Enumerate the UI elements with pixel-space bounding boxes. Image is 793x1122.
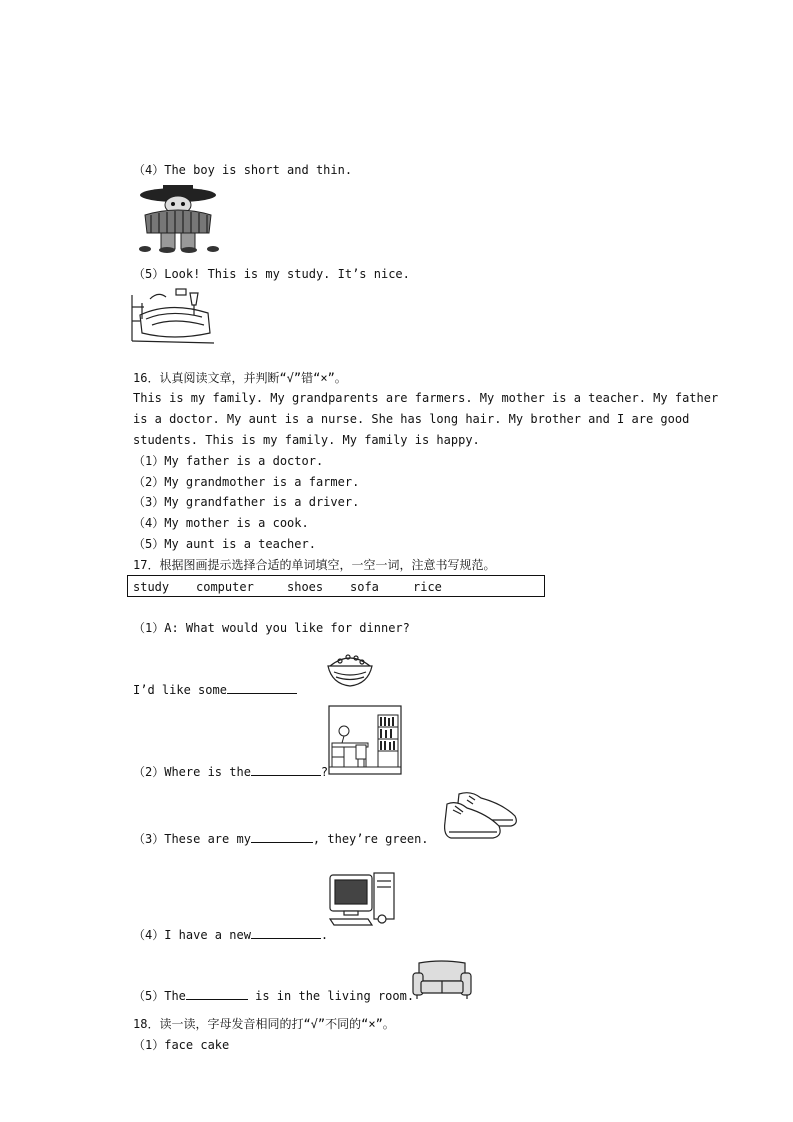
word-bank-word: sofa: [350, 580, 379, 594]
computer-icon: [328, 871, 396, 927]
q17-item-2-text: （2）Where is the: [133, 765, 251, 779]
q17-item-5-end: is in the living room.: [247, 989, 415, 1003]
study-room-icon: [328, 705, 402, 775]
word-bank-word: computer: [196, 580, 254, 594]
q16-item-2: （2）My grandmother is a farmer.: [133, 475, 360, 489]
q17-item-5: [133, 987, 414, 1004]
q17-item-1-question: （1）A: What would you like for dinner?: [133, 621, 410, 635]
q16-passage-line-1: This is my family. My grandparents are farmers. My mother is a teacher. My father: [133, 391, 719, 405]
q17-item-4: [133, 926, 328, 943]
q16-item-4: （4）My mother is a cook.: [133, 516, 309, 530]
word-bank-word: rice: [413, 580, 442, 594]
q18-item-1: （1）face cake: [133, 1038, 230, 1052]
q16-item-5: （5）My aunt is a teacher.: [133, 537, 316, 551]
q16-item-3: （3）My grandfather is a driver.: [133, 495, 360, 509]
shoes-icon: [441, 790, 521, 840]
boy-icon: [137, 183, 219, 253]
rice-bowl-icon: [326, 648, 374, 688]
answer-blank-5[interactable]: [186, 987, 248, 1000]
q17-item-1-answer-text: I’d like some: [133, 683, 227, 697]
q16-title: 16．认真阅读文章，并判断“√”错“×”。: [133, 371, 347, 385]
answer-blank-2[interactable]: [251, 763, 321, 776]
sofa-icon: [411, 959, 473, 1001]
q17-item-2: [133, 763, 328, 780]
answer-blank-3[interactable]: [251, 830, 313, 843]
answer-blank-1[interactable]: [227, 681, 297, 694]
q17-item-4-end: .: [320, 928, 329, 942]
bedroom-icon: [130, 285, 215, 345]
q16-passage-line-3: students. This is my family. My family is happy.: [133, 433, 480, 447]
q15-item-4: （4）The boy is short and thin.: [133, 163, 353, 177]
q16-item-1: （1）My father is a doctor.: [133, 454, 324, 468]
q17-item-1-answer: [133, 681, 297, 698]
word-bank-box: [127, 575, 545, 597]
q17-item-5-text: （5）The: [133, 989, 186, 1003]
word-bank-word: shoes: [287, 580, 324, 594]
q17-item-2-end: ?: [320, 765, 329, 779]
q17-title: 17．根据图画提示选择合适的单词填空，一空一词，注意书写规范。: [133, 558, 496, 572]
q15-item-5: （5）Look! This is my study. It’s nice.: [133, 267, 410, 281]
answer-blank-4[interactable]: [251, 926, 321, 939]
q17-item-3-end: , they’re green.: [312, 832, 429, 846]
word-bank-word: study: [133, 580, 170, 594]
q17-item-3: [133, 830, 429, 847]
q18-title: 18．读一读，字母发音相同的打“√”不同的“×”。: [133, 1017, 395, 1031]
q17-item-4-text: （4）I have a new: [133, 928, 251, 942]
q17-item-3-text: （3）These are my: [133, 832, 251, 846]
q16-passage-line-2: is a doctor. My aunt is a nurse. She has long hair. My brother and I are good: [133, 412, 690, 426]
